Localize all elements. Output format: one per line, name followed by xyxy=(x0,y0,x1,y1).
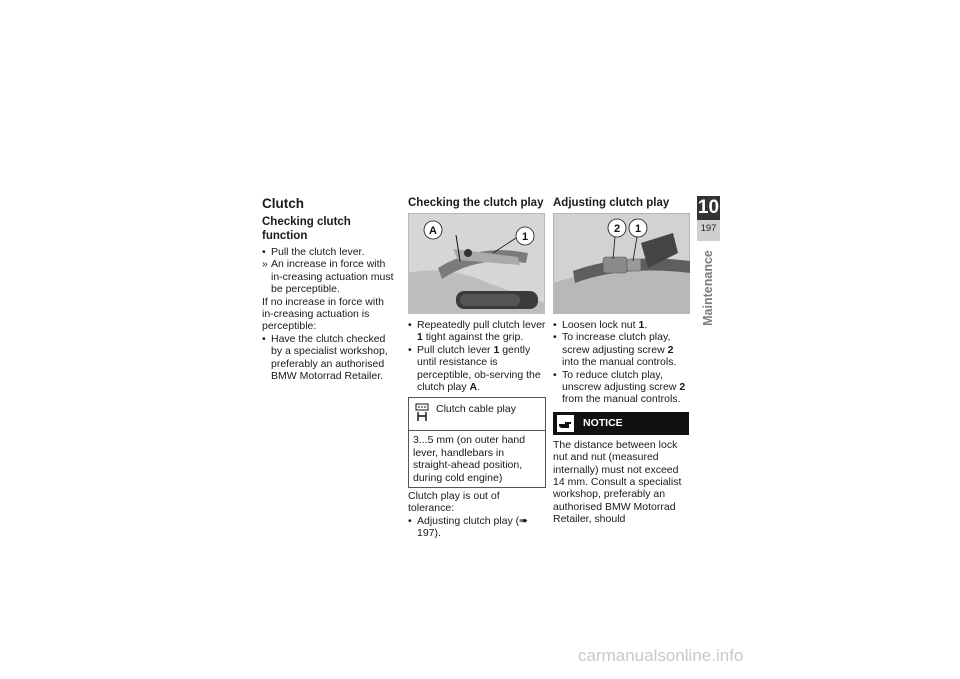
paragraph: Clutch play is out of tolerance: xyxy=(408,490,500,515)
photo-label-a: A xyxy=(429,225,437,237)
list-item: • Loosen lock nut 1. xyxy=(553,319,648,331)
section-title: Clutch xyxy=(262,196,304,211)
list-item: • Pull clutch lever 1 gently until resistance is perceptible, ob-serving the clutch play A. xyxy=(408,343,541,394)
photo-label-1: 1 xyxy=(634,223,642,235)
list-item: • Pull the clutch lever. xyxy=(262,246,365,258)
photo-label-2: 2 xyxy=(613,223,621,235)
spec-value: 3...5 mm (on outer hand lever, handlebars in straight-ahead position, during cold engine) xyxy=(413,434,526,484)
column-checking-play xyxy=(408,196,546,540)
paragraph: If no increase in force with in-creasing actuation is perceptible: xyxy=(262,295,384,333)
heading-checking-clutch-play: Checking the clutch play xyxy=(408,197,544,209)
photo-label-1: 1 xyxy=(521,231,529,243)
list-item: • Repeatedly pull clutch lever 1 tight against the grip. xyxy=(408,319,546,344)
spec-label: Clutch cable play xyxy=(436,403,516,416)
chapter-tab xyxy=(697,196,720,241)
notice-text: The distance between lock nut and nut (measured internally) must not exceed 14 mm. Consult a specialist workshop, preferably an authorised BMW Motorrad Retailer, should xyxy=(553,438,682,526)
list-item: • Have the clutch checked by a specialist workshop, preferably an authorised BMW Motorrad Retailer. xyxy=(262,332,388,383)
cross-reference-item[interactable]: • Adjusting clutch play (➠ 197). xyxy=(408,514,528,540)
list-item: • To reduce clutch play, unscrew adjusting screw 2 from the manual controls. xyxy=(553,368,686,406)
adjusting-screw-photo xyxy=(553,213,690,314)
chapter-label: Maintenance xyxy=(701,250,715,326)
list-item: » An increase in force with in-creasing actuation must be perceptible. xyxy=(262,258,394,296)
column-adjusting-play xyxy=(553,196,691,526)
watermark: carmanualsonline.info xyxy=(578,646,744,665)
clutch-lever-photo xyxy=(408,213,545,314)
spec-box xyxy=(408,397,546,488)
chapter-number: 10 xyxy=(697,197,720,218)
notice-banner xyxy=(553,412,689,435)
heading-checking-clutch-function: Checking clutch function xyxy=(262,216,351,242)
page-arrow-icon: ➠ xyxy=(519,514,528,527)
page-number: 197 xyxy=(697,220,720,241)
column-clutch-function xyxy=(262,196,397,382)
notice-label: NOTICE xyxy=(583,416,623,429)
list-item: • To increase clutch play, screw adjusting screw 2 into the manual controls. xyxy=(553,331,677,369)
heading-adjusting-clutch-play: Adjusting clutch play xyxy=(553,197,670,209)
wrench-gauge-icon xyxy=(415,403,429,423)
pointing-hand-icon xyxy=(557,415,574,432)
